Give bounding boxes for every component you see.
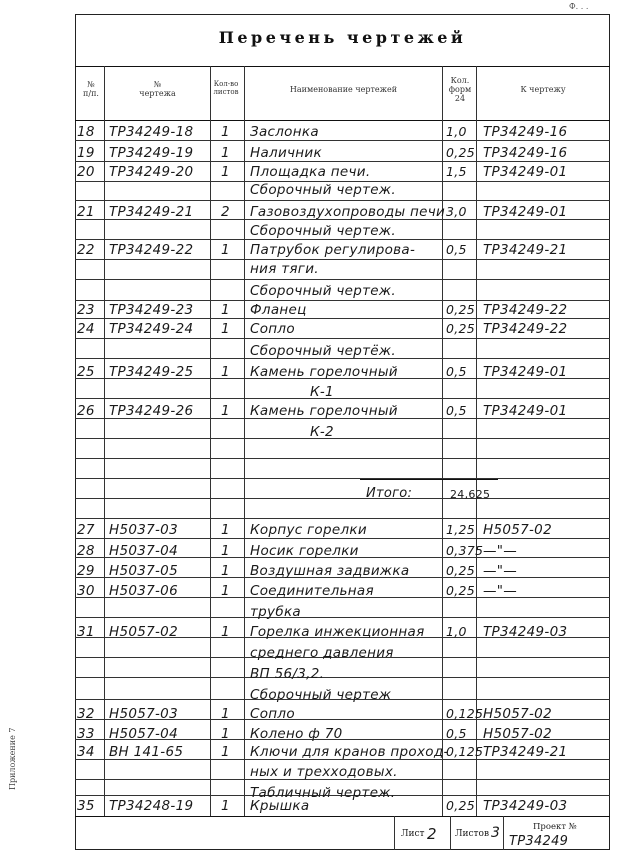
header-ref — [478, 85, 608, 94]
row-drawing-code: ТР34248-19 — [109, 798, 194, 814]
row-rule — [75, 200, 610, 201]
table-bottom-rule — [75, 816, 610, 817]
row-rule — [75, 338, 610, 339]
row-sheet-count: 1 — [221, 624, 230, 640]
table-top-rule — [75, 66, 610, 67]
row-name-line: Фланец — [250, 302, 307, 318]
row-number: 23 — [77, 302, 95, 318]
row-number: 19 — [77, 145, 95, 161]
row-drawing-code: ТР34249-19 — [109, 145, 194, 161]
header-name — [246, 85, 441, 94]
row-number: 35 — [77, 798, 95, 814]
row-reference: —"— — [483, 563, 518, 579]
row-name-line: Патрубок регулирова- — [250, 242, 416, 258]
row-drawing-code: Н5037-03 — [109, 522, 178, 538]
row-number: 18 — [77, 124, 95, 140]
row-name-line: Крышка — [250, 798, 310, 814]
row-number: 34 — [77, 744, 95, 760]
row-name-line: Сборочный чертеж. — [250, 223, 396, 239]
footer-sheets-value: 3 — [491, 825, 501, 841]
row-name-line: Сборочный чертеж. — [250, 283, 396, 299]
row-reference: ТР34249-03 — [483, 624, 568, 640]
header-qty — [210, 80, 242, 96]
row-drawing-code: Н5057-04 — [109, 726, 178, 742]
row-number: 22 — [77, 242, 95, 258]
row-reference: ТР34249-22 — [483, 302, 568, 318]
header-drawing-label: № чертежа — [139, 80, 176, 99]
row-sheet-count: 1 — [221, 302, 230, 318]
row-name-line: Носик горелки — [250, 543, 359, 559]
row-format-count: 0,5 — [446, 726, 467, 741]
row-drawing-code: ТР34249-18 — [109, 124, 194, 140]
corner-mark: Ф. . . — [569, 2, 589, 11]
row-reference: —"— — [483, 543, 518, 559]
row-reference: ТР34249-22 — [483, 321, 568, 337]
header-bottom-rule — [75, 120, 610, 121]
row-name-line: Сопло — [250, 706, 295, 722]
row-rule — [75, 398, 610, 399]
row-rule — [75, 300, 610, 301]
row-rule — [75, 140, 610, 141]
header-format-label: Кол. форм 24 — [448, 76, 472, 104]
row-reference: ТР34249-03 — [483, 798, 568, 814]
row-number: 25 — [77, 364, 95, 380]
row-sheet-count: 1 — [221, 403, 230, 419]
row-format-count: 0,5 — [446, 403, 467, 418]
row-rule — [75, 478, 610, 479]
row-number: 21 — [77, 204, 95, 220]
row-sheet-count: 1 — [221, 364, 230, 380]
header-num — [78, 80, 104, 98]
row-sheet-count: 1 — [221, 583, 230, 599]
row-sheet-count: 1 — [221, 522, 230, 538]
row-rule — [75, 538, 610, 539]
row-format-count: 1,0 — [446, 624, 467, 639]
header-name-label: Наименование чертежей — [289, 85, 398, 94]
column-rule — [210, 66, 211, 816]
column-rule — [104, 66, 105, 816]
row-name-line: Площадка печи. — [250, 164, 371, 180]
row-name-line: Колено ф 70 — [250, 726, 343, 742]
row-number: 20 — [77, 164, 95, 180]
header-num-label: № п/п. — [83, 80, 99, 99]
row-format-count: 0,125 — [446, 706, 484, 721]
row-rule — [75, 279, 610, 280]
row-rule — [75, 617, 610, 618]
row-reference: ТР34249-01 — [483, 364, 568, 380]
row-drawing-code: ТР34249-24 — [109, 321, 194, 337]
row-number: 30 — [77, 583, 95, 599]
footer-project-value: ТР34249 — [509, 834, 569, 849]
row-format-count: 0,5 — [446, 242, 467, 257]
row-sheet-count: 1 — [221, 321, 230, 337]
footer-rule — [503, 816, 504, 850]
footer-sheets-label: Листов — [455, 829, 490, 839]
row-format-count: 0,25 — [446, 798, 476, 813]
row-sheet-count: 2 — [221, 204, 230, 220]
row-sheet-count: 1 — [221, 164, 230, 180]
column-rule — [476, 66, 477, 816]
row-number: 32 — [77, 706, 95, 722]
row-format-count: 0,25 — [446, 563, 476, 578]
row-name-line: Сборочный чертеж — [250, 687, 392, 703]
row-name-line: Сборочный чертёж. — [250, 343, 396, 359]
footer-project-label: Проект № — [533, 822, 577, 832]
row-drawing-code: Н5057-03 — [109, 706, 178, 722]
footer-rule — [394, 816, 395, 850]
row-rule — [75, 677, 610, 678]
row-name-line: Табличный чертеж. — [250, 785, 396, 801]
row-drawing-code: ТР34249-25 — [109, 364, 194, 380]
row-format-count: 0,25 — [446, 302, 476, 317]
row-sheet-count: 1 — [221, 563, 230, 579]
row-rule — [75, 161, 610, 162]
row-sheet-count: 1 — [221, 726, 230, 742]
row-drawing-code: ТР34249-21 — [109, 204, 194, 220]
row-reference: Н5057-02 — [483, 522, 552, 538]
row-name-line: Заслонка — [250, 124, 319, 140]
row-sheet-count: 1 — [221, 744, 230, 760]
total-rule — [360, 479, 498, 480]
row-sheet-count: 1 — [221, 798, 230, 814]
row-sheet-count: 1 — [221, 124, 230, 140]
row-drawing-code: ВН 141-65 — [109, 744, 184, 760]
row-rule — [75, 438, 610, 439]
header-drawing — [106, 80, 209, 98]
row-format-count: 1,25 — [446, 522, 476, 537]
page-title: Перечень чертежей — [218, 28, 467, 47]
row-drawing-code: Н5057-02 — [109, 624, 178, 640]
row-format-count: 0,25 — [446, 583, 476, 598]
row-format-count: 0,5 — [446, 364, 467, 379]
row-name-line: Ключи для кранов проход- — [250, 744, 449, 760]
total-label: Итого: — [366, 486, 413, 501]
footer-sheet-label: Лист — [401, 829, 425, 839]
row-reference: Н5057-02 — [483, 706, 552, 722]
row-name-line: ния тяги. — [250, 261, 319, 277]
row-drawing-code: Н5037-04 — [109, 543, 178, 559]
row-name-line: Газовоздухопроводы печи — [250, 204, 446, 220]
row-drawing-code: Н5037-05 — [109, 563, 178, 579]
row-name-line: среднего давления — [250, 645, 394, 661]
footer-rule — [450, 816, 451, 850]
column-rule — [442, 66, 443, 816]
row-name-line: Камень горелочный — [250, 403, 398, 419]
row-name-line: Соединительная — [250, 583, 374, 599]
row-number: 26 — [77, 403, 95, 419]
row-drawing-code: ТР34249-23 — [109, 302, 194, 318]
row-number: 29 — [77, 563, 95, 579]
row-number: 24 — [77, 321, 95, 337]
row-sheet-count: 1 — [221, 706, 230, 722]
row-reference: ТР34249-21 — [483, 744, 568, 760]
row-format-count: 1,0 — [446, 124, 467, 139]
row-rule — [75, 239, 610, 240]
row-name-line: К-1 — [310, 384, 334, 400]
header-qty-label: Кол-во листов — [213, 80, 239, 97]
row-reference: ТР34249-01 — [483, 204, 568, 220]
row-reference: ТР34249-16 — [483, 145, 568, 161]
row-reference: ТР34249-01 — [483, 164, 568, 180]
row-rule — [75, 498, 610, 499]
row-reference: Н5057-02 — [483, 726, 552, 742]
row-sheet-count: 1 — [221, 242, 230, 258]
row-drawing-code: ТР34249-20 — [109, 164, 194, 180]
row-reference: ТР34249-16 — [483, 124, 568, 140]
row-name-line: Сопло — [250, 321, 295, 337]
row-reference: ТР34249-21 — [483, 242, 568, 258]
header-ref-label: К чертежу — [520, 85, 566, 94]
row-name-line: ных и трехходовых. — [250, 764, 398, 780]
side-label: Приложение 7 — [8, 727, 17, 790]
row-rule — [75, 318, 610, 319]
row-number: 27 — [77, 522, 95, 538]
row-sheet-count: 1 — [221, 145, 230, 161]
row-reference: —"— — [483, 583, 518, 599]
row-name-line: трубка — [250, 604, 301, 620]
row-format-count: 1,5 — [446, 164, 467, 179]
footer-sheet-value: 2 — [427, 825, 437, 843]
row-name-line: Горелка инжекционная — [250, 624, 425, 640]
column-rule — [244, 66, 245, 816]
row-name-line: Воздушная задвижка — [250, 563, 410, 579]
row-format-count: 0,25 — [446, 321, 476, 336]
row-name-line: Камень горелочный — [250, 364, 398, 380]
row-format-count: 0,25 — [446, 145, 476, 160]
row-drawing-code: Н5037-06 — [109, 583, 178, 599]
row-name-line: Корпус горелки — [250, 522, 367, 538]
row-number: 33 — [77, 726, 95, 742]
row-reference: ТР34249-01 — [483, 403, 568, 419]
row-rule — [75, 518, 610, 519]
row-drawing-code: ТР34249-22 — [109, 242, 194, 258]
row-rule — [75, 458, 610, 459]
row-number: 31 — [77, 624, 95, 640]
header-format — [444, 76, 476, 104]
row-sheet-count: 1 — [221, 543, 230, 559]
row-name-line: Наличник — [250, 145, 322, 161]
total-value: 24,625 — [450, 488, 491, 501]
row-name-line: К-2 — [310, 424, 334, 440]
row-drawing-code: ТР34249-26 — [109, 403, 194, 419]
row-name-line: ВП 56/3,2. — [250, 666, 325, 682]
row-rule — [75, 259, 610, 260]
row-format-count: 0,125 — [446, 744, 484, 759]
row-format-count: 3,0 — [446, 204, 467, 219]
row-name-line: Сборочный чертеж. — [250, 182, 396, 198]
row-number: 28 — [77, 543, 95, 559]
row-format-count: 0,375 — [446, 543, 484, 558]
